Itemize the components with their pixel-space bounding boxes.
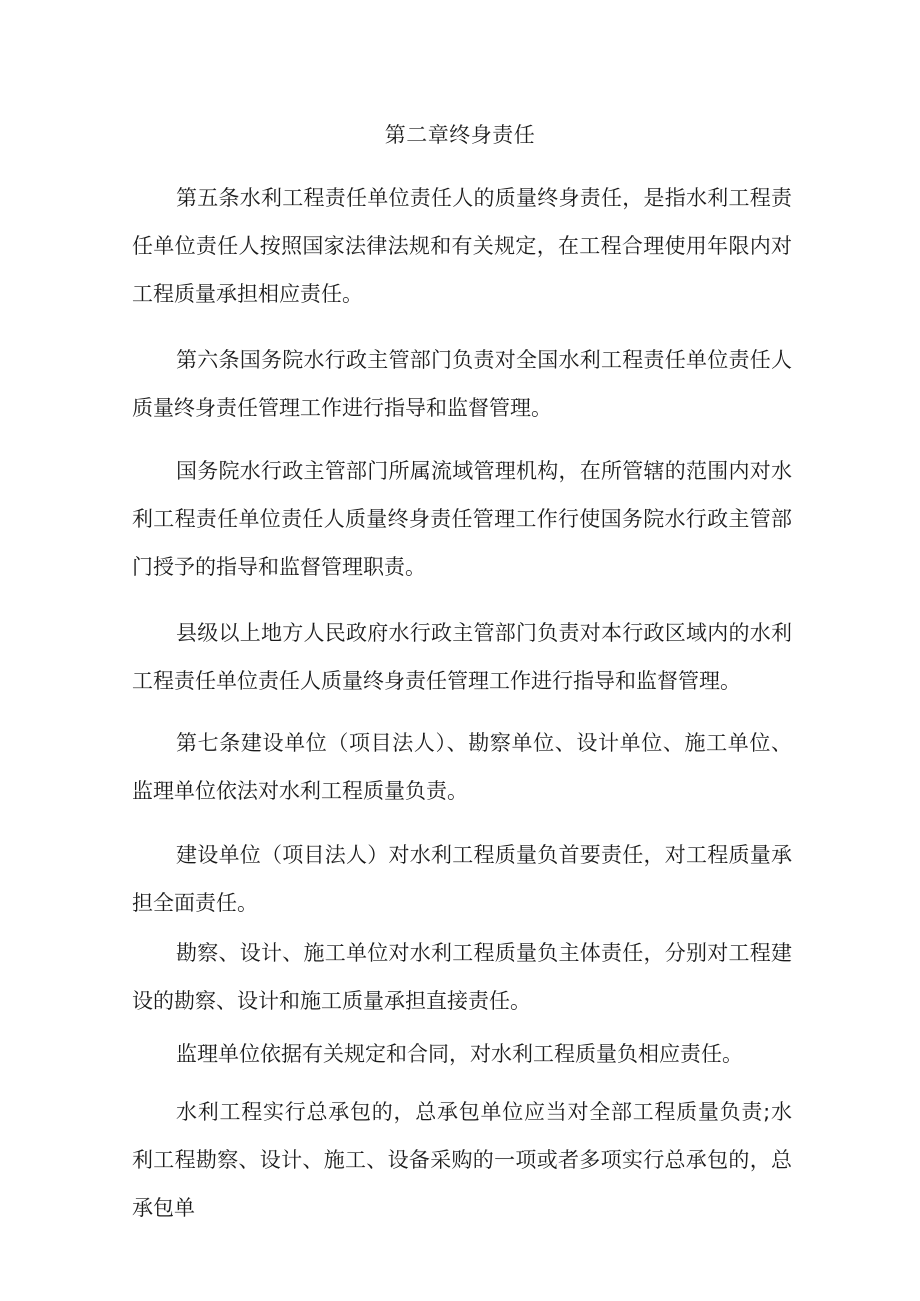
paragraph-survey-design-construction: 勘察、设计、施工单位对水利工程质量负主体责任，分别对工程建设的勘察、设计和施工质量承担直接责任。 [132, 941, 792, 1013]
paragraph-construction-unit: 建设单位（项目法人）对水利工程质量负首要责任，对工程质量承担全面责任。 [132, 843, 792, 915]
paragraph-local-government: 县级以上地方人民政府水行政主管部门负责对本行政区域内的水利工程责任单位责任人质量终身责任管理工作进行指导和监督管理。 [132, 621, 792, 693]
paragraph-article-7: 第七条建设单位（项目法人）、勘察单位、设计单位、施工单位、监理单位依法对水利工程质量负责。 [132, 731, 792, 803]
paragraph-supervision-unit: 监理单位依据有关规定和合同，对水利工程质量负相应责任。 [176, 1042, 743, 1066]
paragraph-article-6: 第六条国务院水行政主管部门负责对全国水利工程责任单位责任人质量终身责任管理工作进行指导和监督管理。 [132, 348, 792, 420]
paragraph-article-5: 第五条水利工程责任单位责任人的质量终身责任，是指水利工程责任单位责任人按照国家法律法规和有关规定，在工程合理使用年限内对工程质量承担相应责任。 [132, 186, 792, 306]
paragraph-general-contracting: 水利工程实行总承包的，总承包单位应当对全部工程质量负责;水利工程勘察、设计、施工、设备采购的一项或者多项实行总承包的，总承包单 [132, 1100, 792, 1220]
chapter-title: 第二章终身责任 [384, 123, 536, 147]
paragraph-basin-authority: 国务院水行政主管部门所属流域管理机构，在所管辖的范围内对水利工程责任单位责任人质量终身责任管理工作行使国务院水行政主管部门授予的指导和监督管理职责。 [132, 459, 792, 579]
